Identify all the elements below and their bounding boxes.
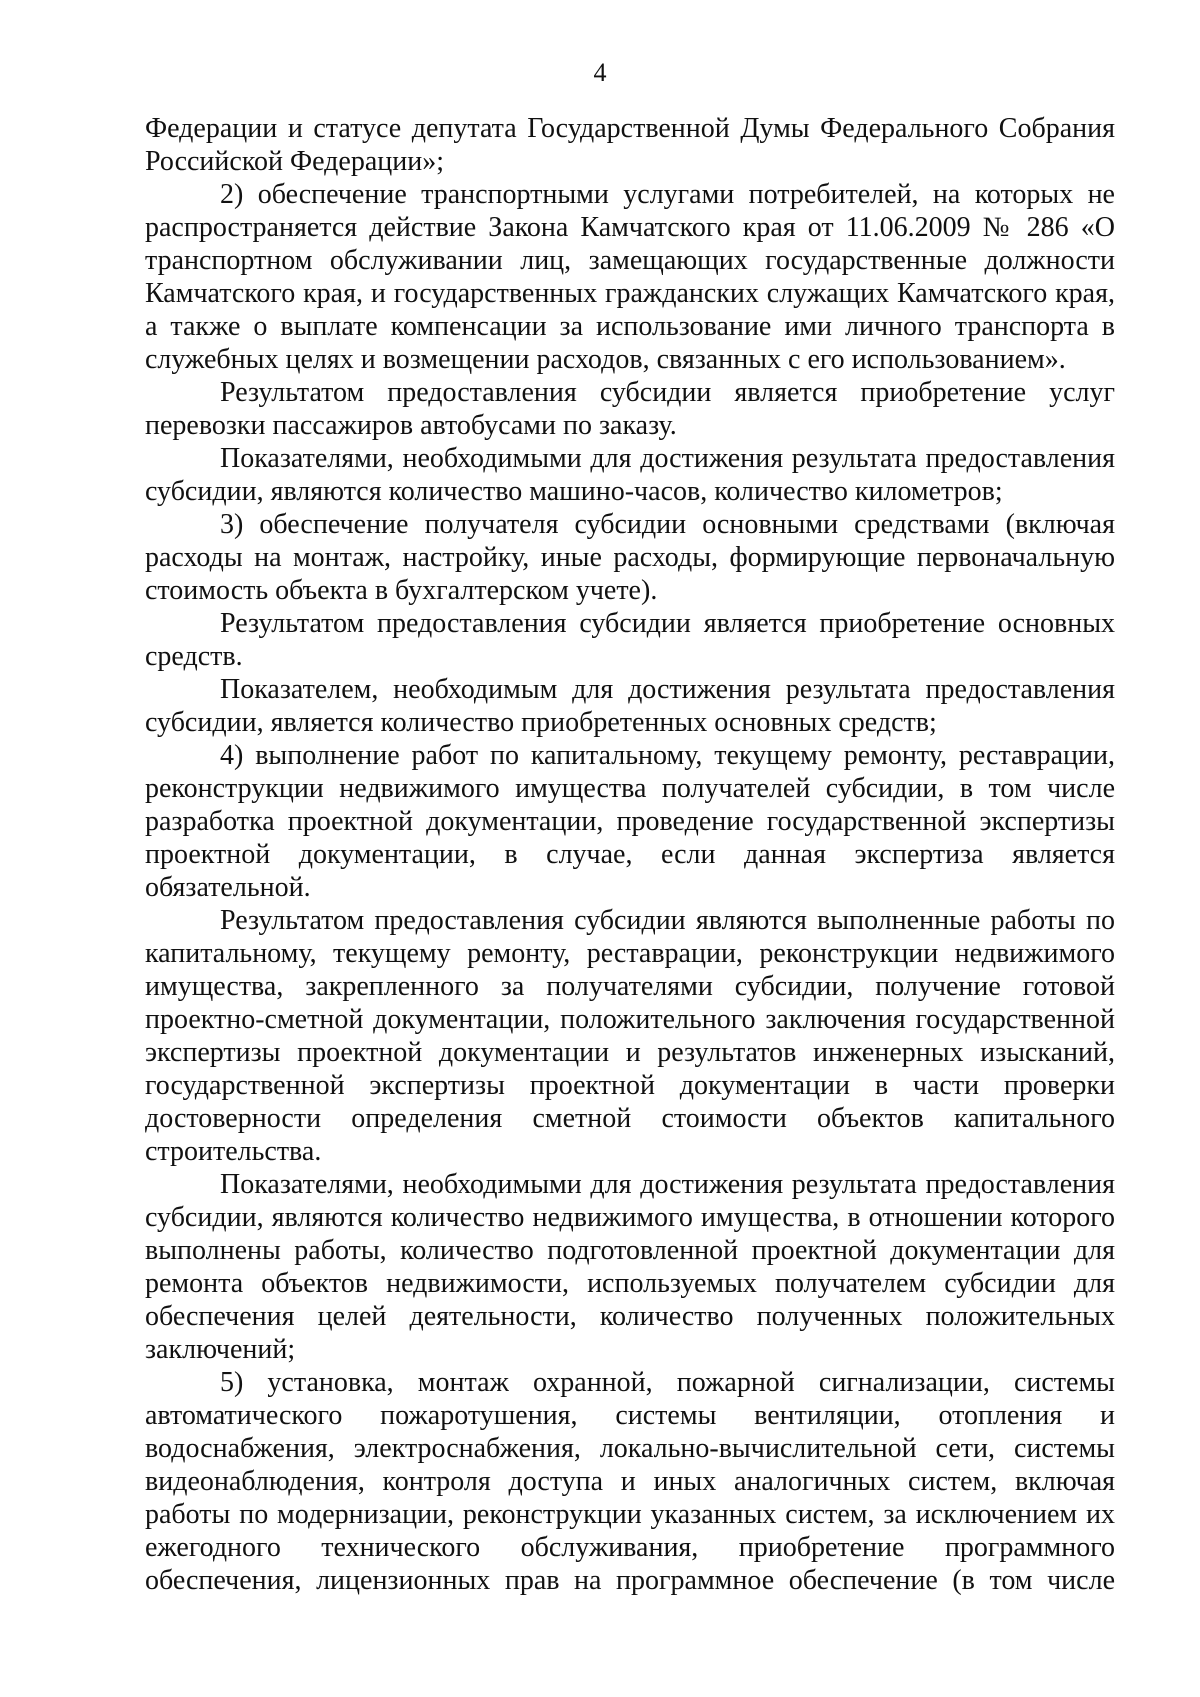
paragraph-result-transport: Результатом предоставления субсидии является приобретение услуг перевозки пассажиров автобусами по заказу.: [145, 377, 1115, 441]
document-body: [145, 112, 1115, 1597]
paragraph-indicators-repair: Показателями, необходимыми для достижения результата предоставления субсидии, являются количество недвижимого имущества, в отношении которого выполнены работы, количество подготовленной проектной документации для ремонта объектов недвижимости, используемых получателем субсидии для обеспечения целей деятельности, количество полученных положительных заключений;: [145, 1169, 1115, 1365]
paragraph-result-fixed-assets: Результатом предоставления субсидии является приобретение основных средств.: [145, 608, 1115, 672]
page-number: 4: [593, 58, 607, 87]
paragraph-item-5-systems: 5) установка, монтаж охранной, пожарной сигнализации, системы автоматического пожаротушения, системы вентиляции, отопления и водоснабжения, электроснабжения, локально-вычислительной сети, системы видеонаблюдения, контроля доступа и иных аналогичных систем, включая работы по модернизации, реконструкции указанных систем, за исключением их ежегодного технического обслуживания, приобретение программного обеспечения, лицензионных прав на программное обеспечение (в том числе: [145, 1367, 1115, 1596]
paragraph-continuation: Федерации и статусе депутата Государственной Думы Федерального Собрания Российской Федерации»;: [145, 113, 1115, 177]
paragraph-result-repair: Результатом предоставления субсидии являются выполненные работы по капитальному, текущему ремонту, реставрации, реконструкции недвижимого имущества, закрепленного за получателями субсидии, получение готовой проектно-сметной документации, положительного заключения государственной экспертизы проектной документации и результатов инженерных изысканий, государственной экспертизы проектной документации в части проверки достоверности определения сметной стоимости объектов капитального строительства.: [145, 905, 1115, 1167]
paragraph-indicator-fixed-assets: Показателем, необходимым для достижения результата предоставления субсидии, является количество приобретенных основных средств;: [145, 674, 1115, 738]
paragraph-item-4-repair: 4) выполнение работ по капитальному, текущему ремонту, реставрации, реконструкции недвижимого имущества получателей субсидии, в том числе разработка проектной документации, проведение государственной экспертизы проектной документации, в случае, если данная экспертиза является обязательной.: [145, 740, 1115, 903]
paragraph-indicators-transport: Показателями, необходимыми для достижения результата предоставления субсидии, являются количество машино-часов, количество километров;: [145, 443, 1115, 507]
paragraph-item-2-transport: 2) обеспечение транспортными услугами потребителей, на которых не распространяется действие Закона Камчатского края от 11.06.2009 № 286 «О транспортном обслуживании лиц, замещающих государственные должности Камчатского края, и государственных гражданских служащих Камчатского края, а также о выплате компенсации за использование ими личного транспорта в служебных целях и возмещении расходов, связанных с его использованием».: [145, 179, 1115, 375]
paragraph-item-3-fixed-assets: 3) обеспечение получателя субсидии основными средствами (включая расходы на монтаж, настройку, иные расходы, формирующие первоначальную стоимость объекта в бухгалтерском учете).: [145, 509, 1115, 606]
